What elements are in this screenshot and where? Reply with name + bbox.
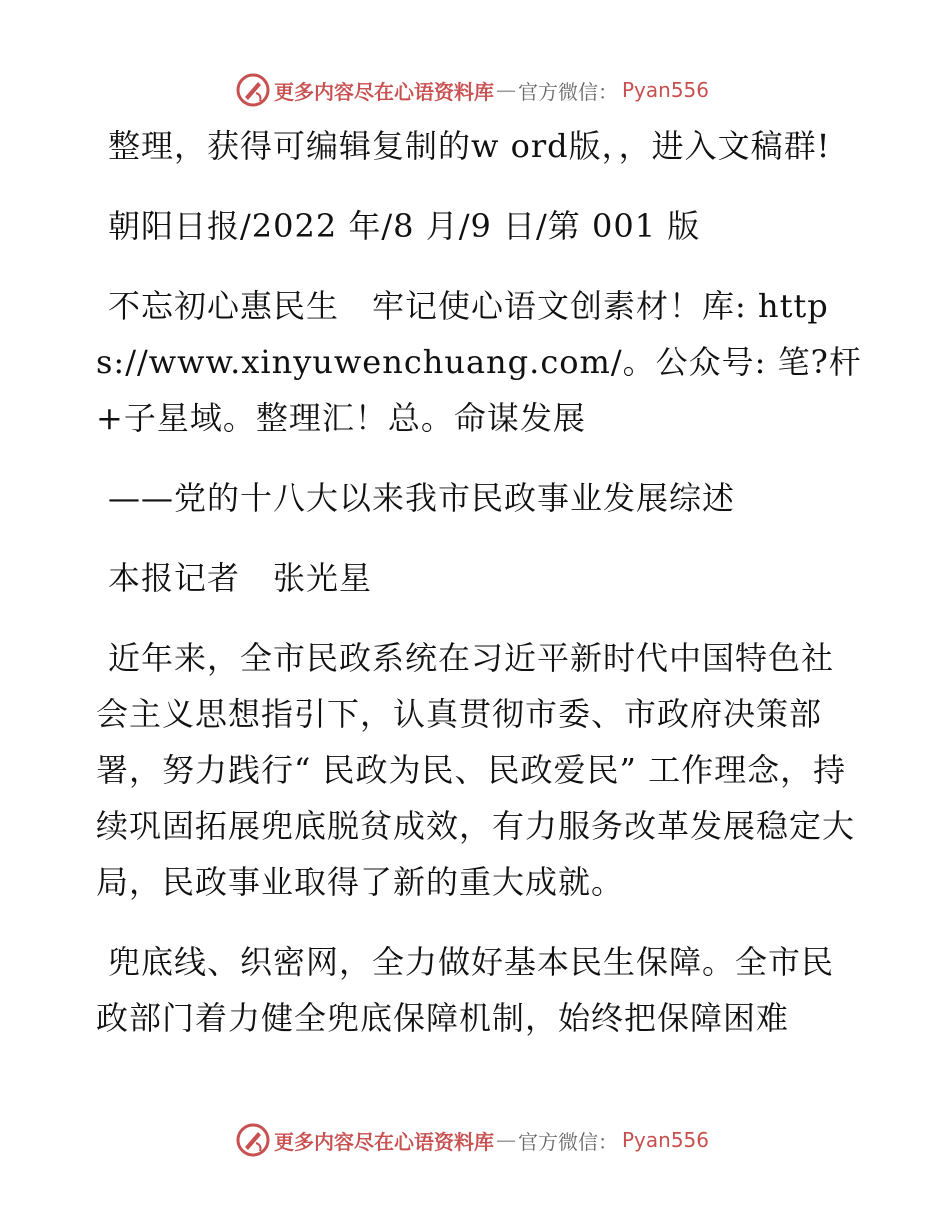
banner-wechat-label: 官方微信： [518,79,618,104]
paragraph-subtitle: ——党的十八大以来我市民政事业发展综述 [108,479,736,517]
paragraph-intro: 整理，获得可编辑复制的w ord版，，进入文稿群! [108,127,831,165]
footer-banner [236,1122,709,1158]
document-body [96,118,866,1070]
paragraph-title: 不忘初心惠民生 牢记使心语文创素材！库: https://www.xinyuwenchuang.com/。公众号: 笔?杆+子星域。整理汇！总。命谋发展 [96,287,862,437]
banner-separator: — [496,78,516,102]
logo-icon [236,73,270,107]
paragraph-byline: 本报记者 张光星 [108,559,373,597]
paragraph-body-1: 近年来，全市民政系统在习近平新时代中国特色社会主义思想指引下，认真贯彻市委、市政府决策部署，努力践行“ 民政为民、民政爱民” 工作理念，持续巩固拓展兜底脱贫成效，有力服务改革发展稳定大局，民政事业取得了新的重大成就。 [96,639,856,901]
banner-separator: — [496,1128,516,1152]
paragraph-body-2: 兜底线、织密网，全力做好基本民生保障。全市民政部门着力健全兜底保障机制，始终把保障困难 [96,943,835,1037]
banner-wechat-label: 官方微信： [518,1129,618,1154]
banner-text: 更多内容尽在心语资料库 [274,79,494,104]
banner-text: 更多内容尽在心语资料库 [274,1129,494,1154]
header-banner [236,72,709,108]
banner-wechat-id: Pyan556 [622,1128,710,1152]
logo-icon [236,1123,270,1157]
banner-wechat-id: Pyan556 [622,78,710,102]
paragraph-source: 朝阳日报/2022 年/8 月/9 日/第 001 版 [108,207,701,245]
